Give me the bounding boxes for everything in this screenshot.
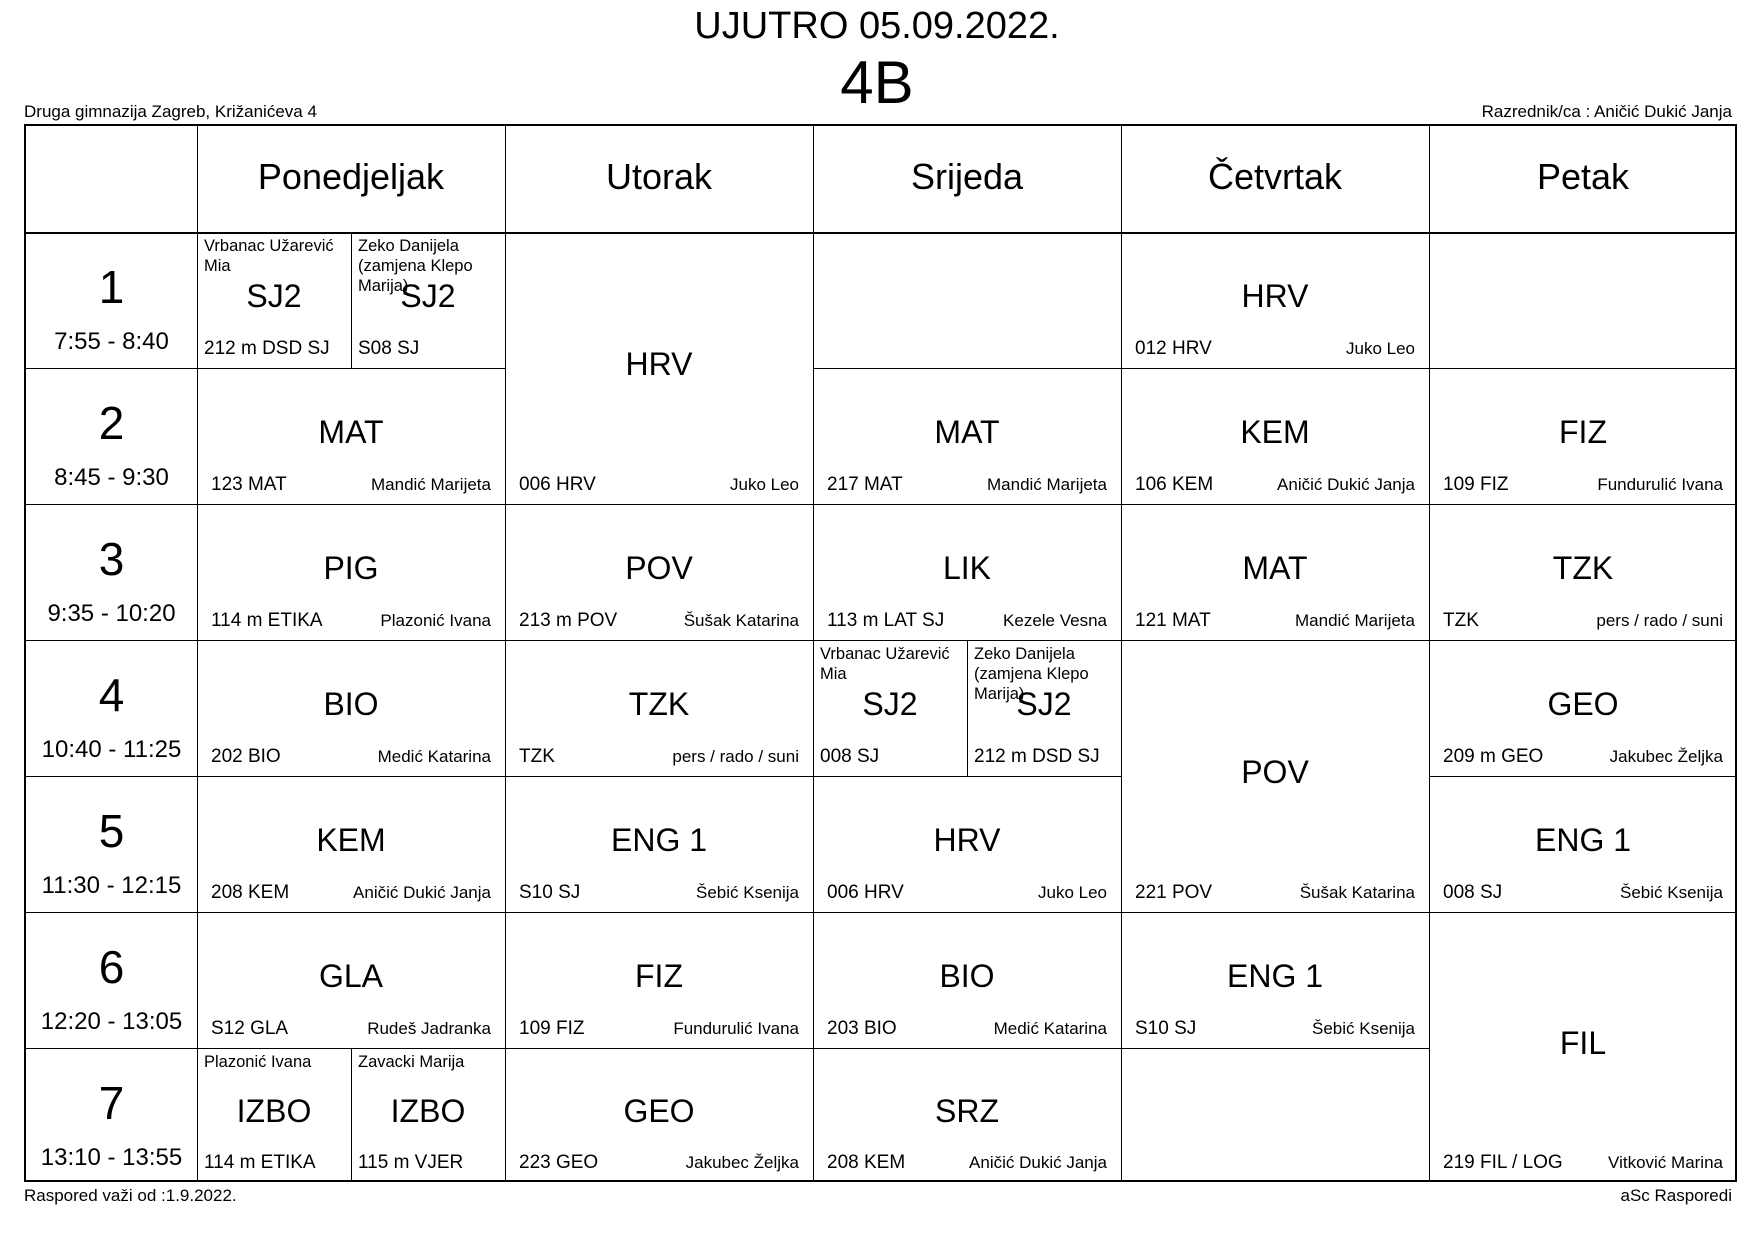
lesson-cell-wed-6[interactable] (813, 912, 1121, 1048)
subject-code: POV (1241, 754, 1309, 790)
room-name: 208 KEM (827, 1152, 906, 1173)
room-name: 114 m ETIKA (204, 1152, 316, 1173)
room-name: 212 m DSD SJ (974, 746, 1100, 767)
subject-code: ENG 1 (1534, 822, 1632, 858)
school-name: Druga gimnazija Zagreb, Križanićeva 4 (24, 102, 317, 121)
grid-line (505, 1048, 813, 1049)
teacher-name: Medić Katarina (377, 747, 491, 766)
valid-from-note: Raspored važi od :1.9.2022. (24, 1186, 237, 1205)
grid-line (197, 912, 505, 913)
room-name: 209 m GEO (1443, 746, 1544, 767)
day-header-5: Petak (1536, 156, 1630, 197)
period-number: 6 (98, 941, 125, 993)
lesson-cell-fri-5[interactable] (1429, 776, 1737, 912)
class-name: 4B (840, 49, 914, 116)
room-name: 115 m VJER (358, 1152, 464, 1173)
room-name: S10 SJ (519, 882, 581, 903)
grid-line (26, 640, 197, 641)
room-name: 008 SJ (1443, 882, 1503, 903)
grid-line (26, 504, 197, 505)
grid-line (1429, 504, 1737, 505)
period-time: 13:10 - 13:55 (40, 1144, 183, 1171)
grid-line (1121, 912, 1429, 913)
subject-code: SJ2 (1016, 686, 1072, 722)
lesson-cell-tue-5[interactable] (505, 776, 813, 912)
lesson-cell-tue-3[interactable] (505, 504, 813, 640)
grid-line (813, 368, 1121, 369)
teacher-name: Šušak Katarina (1299, 883, 1415, 902)
grid-line (351, 1048, 352, 1182)
lesson-cell-thu-1[interactable] (1121, 232, 1429, 368)
teacher-name: Kezele Vesna (1003, 611, 1107, 630)
lesson-cell-fri-2[interactable] (1429, 368, 1737, 504)
grid-line (197, 126, 198, 1182)
subject-code: PIG (323, 550, 379, 586)
room-name: TZK (519, 746, 555, 767)
grid-line (505, 504, 813, 505)
teacher-name: Šebić Ksenija (695, 883, 799, 902)
lesson-cell-wed-2[interactable] (813, 368, 1121, 504)
period-time: 9:35 - 10:20 (47, 600, 176, 627)
subject-code: GEO (623, 1093, 695, 1129)
teacher-name: Plazonić Ivana (204, 1053, 312, 1071)
room-name: 221 POV (1135, 882, 1213, 903)
teacher-name: Juko Leo (1346, 339, 1415, 358)
lesson-cell-fri-4[interactable] (1429, 640, 1737, 776)
subject-code: GEO (1547, 686, 1619, 722)
teacher-name: Mandić Marijeta (987, 475, 1107, 494)
teacher-name: Medić Katarina (993, 1019, 1107, 1038)
teacher-name: pers / rado / suni (672, 747, 799, 766)
day-header-3: Srijeda (910, 156, 1024, 197)
subject-code: POV (625, 550, 693, 586)
room-name: 113 m LAT SJ (827, 610, 945, 631)
lesson-cell-fri-3[interactable] (1429, 504, 1737, 640)
timetable-grid (24, 124, 1737, 1182)
day-header-1: Ponedjeljak (257, 156, 445, 197)
teacher-name: Mandić Marijeta (371, 475, 491, 494)
room-name: 006 HRV (519, 474, 596, 495)
teacher-name: Šušak Katarina (683, 611, 799, 630)
software-credit: aSc Rasporedi (1620, 1186, 1732, 1205)
lesson-cell-mon-6[interactable] (197, 912, 505, 1048)
grid-line (1429, 776, 1737, 777)
subject-code: IZBO (236, 1093, 312, 1129)
teacher-name: Vrbanac Užarević Mia (204, 237, 334, 275)
grid-line (813, 126, 814, 1182)
room-name: 106 KEM (1135, 474, 1214, 495)
lesson-cell-mon-1b[interactable] (351, 232, 505, 368)
grid-line (505, 126, 506, 1182)
subject-code: SRZ (935, 1093, 999, 1129)
subject-code: TZK (628, 686, 690, 722)
room-name: 223 GEO (519, 1152, 599, 1173)
subject-code: KEM (316, 822, 386, 858)
subject-code: ENG 1 (1226, 958, 1324, 994)
teacher-name: Fundurulić Ivana (673, 1019, 799, 1038)
room-name: 219 FIL / LOG (1443, 1152, 1563, 1173)
teacher-name: Vitković Marina (1608, 1153, 1723, 1172)
room-name: 121 MAT (1135, 610, 1211, 631)
teacher-name: Mandić Marijeta (1295, 611, 1415, 630)
grid-line (26, 912, 197, 913)
lesson-cell-thu-2[interactable] (1121, 368, 1429, 504)
teacher-name: Šebić Ksenija (1311, 1019, 1415, 1038)
room-name: 208 KEM (211, 882, 290, 903)
subject-code: FIZ (635, 958, 683, 994)
room-name: 109 FIZ (519, 1018, 585, 1039)
grid-line (1429, 368, 1737, 369)
grid-line (197, 776, 505, 777)
period-time: 7:55 - 8:40 (54, 328, 169, 355)
subject-code: FIL (1559, 1025, 1607, 1061)
room-name: 114 m ETIKA (211, 610, 323, 631)
period-time: 10:40 - 11:25 (41, 736, 182, 763)
grid-line (351, 232, 352, 368)
room-name: 213 m POV (519, 610, 618, 631)
room-name: TZK (1443, 610, 1479, 631)
lesson-cell-tue-6[interactable] (505, 912, 813, 1048)
teacher-name: Juko Leo (730, 475, 799, 494)
grid-line (813, 912, 1121, 913)
period-time: 11:30 - 12:15 (41, 872, 182, 899)
subject-code: LIK (942, 550, 992, 586)
subject-code: IZBO (390, 1093, 466, 1129)
subject-code: GLA (318, 958, 384, 994)
subject-code: MAT (934, 414, 1000, 450)
subject-code: ENG 1 (610, 822, 708, 858)
room-name: 202 BIO (211, 746, 281, 767)
grid-line (505, 776, 813, 777)
day-header-4: Četvrtak (1207, 156, 1343, 197)
teacher-name: Zeko Danijela (zamjena Klepo Marija) (974, 645, 1089, 703)
period-time: 12:20 - 13:05 (40, 1008, 183, 1035)
subject-code: TZK (1552, 550, 1614, 586)
teacher-name: Zavacki Marija (358, 1053, 465, 1071)
period-number: 4 (98, 669, 125, 721)
room-name: 006 HRV (827, 882, 904, 903)
teacher-name: Plazonić Ivana (380, 611, 491, 630)
grid-line (26, 776, 197, 777)
subject-code: SJ2 (246, 278, 302, 314)
lesson-cell-tue-12[interactable] (505, 232, 813, 504)
grid-line (1121, 1048, 1429, 1049)
grid-line (1121, 368, 1429, 369)
lesson-cell-thu-45[interactable] (1121, 640, 1429, 912)
day-header-2: Utorak (605, 156, 713, 197)
grid-line (505, 912, 813, 913)
period-number: 7 (98, 1077, 125, 1129)
lesson-cell-wed-4a[interactable] (813, 640, 967, 776)
lesson-cell-wed-3[interactable] (813, 504, 1121, 640)
period-number: 2 (98, 397, 125, 449)
grid-line (813, 504, 1121, 505)
grid-line (813, 776, 1121, 777)
teacher-name: Jakubec Željka (1609, 747, 1723, 766)
teacher-name: Fundurulić Ivana (1597, 475, 1723, 494)
lesson-cell-wed-4b[interactable] (967, 640, 1121, 776)
lesson-cell-mon-2[interactable] (197, 368, 505, 504)
room-name: 217 MAT (827, 474, 903, 495)
lesson-cell-fri-67[interactable] (1429, 912, 1737, 1182)
page-title: UJUTRO 05.09.2022. (694, 5, 1060, 47)
teacher-name: Aničić Dukić Janja (1277, 475, 1415, 494)
grid-line (1429, 640, 1737, 641)
teacher-name: Jakubec Željka (685, 1153, 799, 1172)
subject-code: HRV (1241, 278, 1309, 314)
subject-code: MAT (1242, 550, 1308, 586)
lesson-cell-tue-4[interactable] (505, 640, 813, 776)
period-time: 8:45 - 9:30 (54, 464, 169, 491)
teacher-name: Zeko Danijela (zamjena Klepo Marija) (358, 237, 473, 295)
period-number: 5 (98, 805, 125, 857)
subject-code: BIO (939, 958, 995, 994)
lesson-cell-tue-7[interactable] (505, 1048, 813, 1182)
grid-line (1121, 126, 1122, 1182)
grid-line (1429, 912, 1737, 913)
teacher-name: Vrbanac Užarević Mia (820, 645, 950, 683)
lesson-cell-wed-7[interactable] (813, 1048, 1121, 1182)
header-separator (26, 232, 1737, 234)
subject-code: KEM (1240, 414, 1310, 450)
lesson-cell-mon-3[interactable] (197, 504, 505, 640)
class-teacher: Razrednik/ca : Aničić Dukić Janja (1481, 102, 1732, 121)
subject-code: HRV (933, 822, 1001, 858)
teacher-name: Šebić Ksenija (1619, 883, 1723, 902)
room-name: 203 BIO (827, 1018, 897, 1039)
lesson-cell-mon-4[interactable] (197, 640, 505, 776)
grid-line (197, 368, 505, 369)
room-name: 123 MAT (211, 474, 287, 495)
room-name: 008 SJ (820, 746, 880, 767)
grid-line (967, 640, 968, 776)
subject-code: MAT (318, 414, 384, 450)
grid-line (813, 1048, 1121, 1049)
subject-code: FIZ (1559, 414, 1607, 450)
grid-line (26, 368, 197, 369)
teacher-name: Rudeš Jadranka (367, 1019, 491, 1038)
teacher-name: pers / rado / suni (1596, 611, 1723, 630)
lesson-cell-thu-6[interactable] (1121, 912, 1429, 1048)
grid-line (1121, 640, 1429, 641)
room-name: 109 FIZ (1443, 474, 1509, 495)
subject-code: SJ2 (862, 686, 918, 722)
room-name: 012 HRV (1135, 338, 1212, 359)
grid-line (197, 640, 505, 641)
grid-line (26, 1048, 197, 1049)
period-number: 3 (98, 533, 125, 585)
grid-line (505, 640, 813, 641)
lesson-cell-mon-1a[interactable] (197, 232, 351, 368)
lesson-cell-mon-7a[interactable] (197, 1048, 351, 1182)
grid-line (1429, 126, 1430, 1182)
grid-line (1121, 504, 1429, 505)
teacher-name: Aničić Dukić Janja (353, 883, 491, 902)
room-name: S12 GLA (211, 1018, 289, 1039)
teacher-name: Juko Leo (1038, 883, 1107, 902)
subject-code: BIO (323, 686, 379, 722)
teacher-name: Aničić Dukić Janja (969, 1153, 1107, 1172)
room-name: S10 SJ (1135, 1018, 1197, 1039)
room-name: S08 SJ (358, 338, 420, 359)
subject-code: HRV (625, 346, 693, 382)
subject-code: SJ2 (400, 278, 456, 314)
lesson-cell-thu-3[interactable] (1121, 504, 1429, 640)
grid-line (197, 504, 505, 505)
lesson-cell-wed-5[interactable] (813, 776, 1121, 912)
period-number: 1 (98, 261, 125, 313)
lesson-cell-mon-7b[interactable] (351, 1048, 505, 1182)
room-name: 212 m DSD SJ (204, 338, 330, 359)
lesson-cell-mon-5[interactable] (197, 776, 505, 912)
